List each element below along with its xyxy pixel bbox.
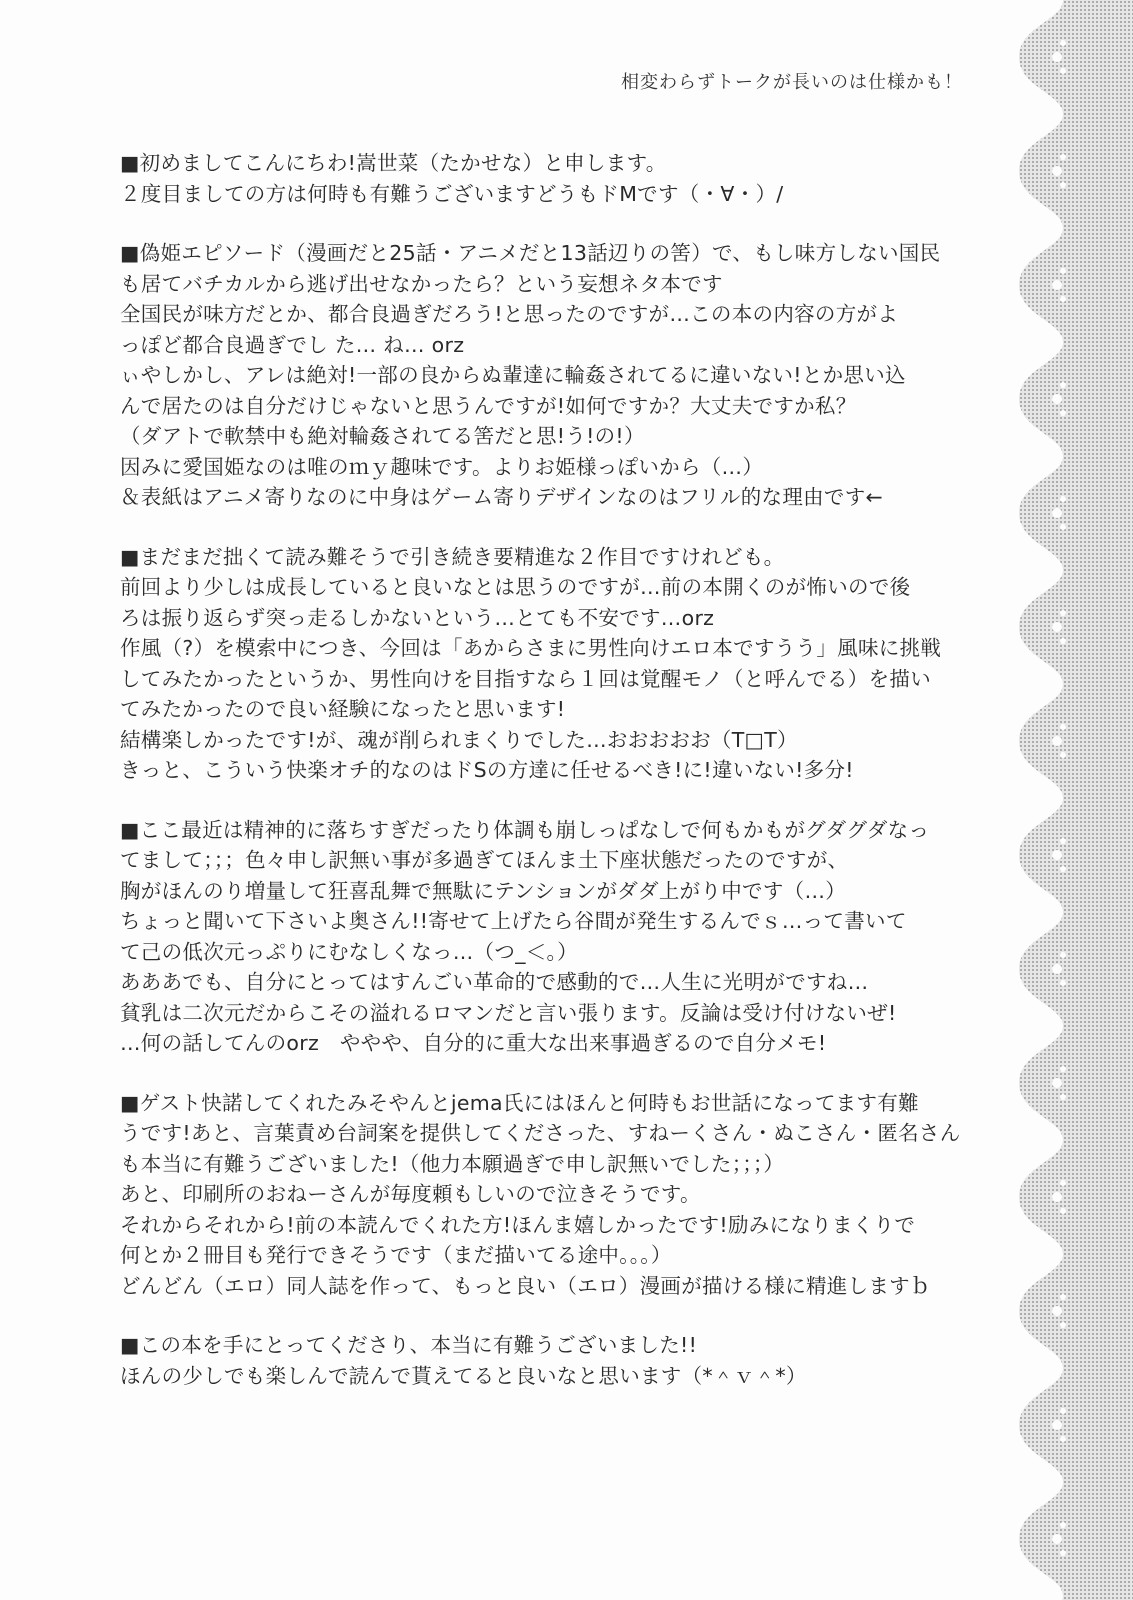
text-line: ＆表紙はアニメ寄りなのに中身はゲーム寄りデザインなのはフリル的な理由です← <box>120 485 883 509</box>
lace-hole <box>1060 154 1066 160</box>
lace-hole <box>1060 1180 1066 1186</box>
lace-hole <box>1060 182 1066 188</box>
lace-hole <box>1060 1094 1066 1100</box>
text-line: てみたかったので良い経験になったと思います! <box>120 697 566 721</box>
text-line: ほんの少しでも楽しんで読んで貰えてると良いなと思います（*＾ｖ＾*） <box>120 1363 807 1388</box>
lace-hole <box>1052 508 1062 518</box>
lace-hole <box>1052 1306 1062 1316</box>
text-line: ■ここ最近は精神的に落ちすぎだったり体調も崩しっぱなしで何もかもがグダグダなっ <box>120 817 930 842</box>
header-note: 相変わらずトークが長いのは仕様かも！ <box>621 72 963 93</box>
lace-hole <box>1060 752 1066 758</box>
text-line: 貧乳は二次元だからこその溢れるロマンだと言い張ります。反論は受け付けないぜ! <box>120 1000 897 1025</box>
text-line: それからそれから!前の本読んでくれた方!ほんま嬉しかったです!励みになりまくりで <box>120 1212 916 1237</box>
text-line: ちょっと聞いて下さいよ奥さん!!寄せて上げたら谷間が発生するんでｓ…って書いて <box>120 909 907 933</box>
lace-hole <box>1052 850 1062 860</box>
lace-hole <box>1060 524 1066 530</box>
text-line: ■ゲスト快諾してくれたみそやんとjema氏にはほんと何時もお世話になってます有難 <box>120 1090 919 1115</box>
lace-hole <box>1060 952 1066 958</box>
text-line: ２度目ましての方は何時も有難うございますどうもドMです（・∀・）/ <box>120 181 784 206</box>
lace-hole <box>1060 1322 1066 1328</box>
paragraph-recent <box>120 815 970 1059</box>
text-line: ■偽姫エピソード（漫画だと25話・アニメだと13話辺りの筈）で、もし味方しない国民 <box>120 241 941 265</box>
lace-hole <box>1052 1192 1062 1202</box>
text-line: うです!あと、言葉責め台詞案を提供してくださった、すねーくさん・ぬこさん・匿名さん <box>120 1121 961 1145</box>
lace-hole <box>1060 1436 1066 1442</box>
lace-hole <box>1052 280 1062 290</box>
text-line: してみたかったというか、男性向けを目指すなら１回は覚醒モノ（と呼んでる）を描い <box>120 666 931 691</box>
text-line: て己の低次元っぷりにむなしくなっ…（つ_＜。） <box>120 939 578 964</box>
paragraph-second-work <box>120 542 970 786</box>
lace-hole <box>1060 268 1066 274</box>
text-line: んで居たのは自分だけじゃないと思うんですが!如何ですか？大丈夫ですか私？ <box>120 393 857 418</box>
lace-hole <box>1052 52 1062 62</box>
text-line: ■初めましてこんにちわ!嵩世菜（たかせな）と申します。 <box>120 151 667 175</box>
lace-border-decoration <box>983 0 1133 1600</box>
afterword-body <box>120 148 970 1420</box>
lace-hole <box>1060 1066 1066 1072</box>
lace-hole <box>1052 1420 1062 1430</box>
lace-hole <box>1052 736 1062 746</box>
text-line: ■まだまだ拙くて読み難そうで引き続き要精進な２作目ですけれども。 <box>120 544 785 569</box>
text-line: （ダアトで軟禁中も絶対輪姦されてる筈だと思!う!の!） <box>120 424 645 448</box>
lace-hole <box>1060 980 1066 986</box>
text-line: きっと、こういう快楽オチ的なのはドSの方達に任せるべき!に!違いない!多分! <box>120 758 854 782</box>
lace-hole <box>1060 1522 1066 1528</box>
text-line: 胸がほんのり増量して狂喜乱舞で無駄にテンションがダダ上がり中です（…） <box>120 878 847 903</box>
lace-hole <box>1052 622 1062 632</box>
paragraph-closing <box>120 1330 970 1391</box>
text-line: 作風（?）を模索中につき、今回は「あからさまに男性向けエロ本ですうう」風味に挑戦 <box>120 636 942 660</box>
lace-hole <box>1060 638 1066 644</box>
text-line: ぃやしかし、アレは絶対!一部の良からぬ輩達に輪姦されてるに違いない!とか思い込 <box>120 363 906 387</box>
text-line: 前回より少しは成長していると良いなとは思うのですが…前の本開くのが怖いので後 <box>120 575 911 599</box>
text-line: 結構楽しかったです!が、魂が削られまくりでした…おおおおお（T□T） <box>120 727 798 752</box>
text-line: あああでも、自分にとってはすんごい革命的で感動的で…人生に光明がですね… <box>120 970 869 994</box>
text-line: も居てバチカルから逃げ出せなかったら？という妄想ネタ本です <box>120 271 723 296</box>
lace-hole <box>1052 394 1062 404</box>
text-line: ろは振り返らず突っ走るしかないという…とても不安です…orz <box>120 605 715 630</box>
paragraph-greeting <box>120 148 970 209</box>
paragraph-episode <box>120 238 970 513</box>
lace-hole <box>1060 610 1066 616</box>
lace-hole <box>1060 296 1066 302</box>
lace-hole <box>1060 496 1066 502</box>
lace-hole <box>1060 40 1066 46</box>
text-line: …何の話してんのorz ややや、自分的に重大な出来事過ぎるので自分メモ! <box>120 1031 827 1055</box>
lace-hole <box>1060 1550 1066 1556</box>
text-line: 因みに愛国姫なのは唯のｍｙ趣味です。よりお姫様っぽいから（…） <box>120 454 764 479</box>
text-line: っぽど都合良過ぎでし た… ね… orz <box>120 332 465 357</box>
text-line: 何とか２冊目も発行できそうです（まだ描いてる途中。。。） <box>120 1243 672 1267</box>
lace-hole <box>1060 1294 1066 1300</box>
text-line: ■この本を手にとってくださり、本当に有難うございました!! <box>120 1333 698 1357</box>
lace-hole <box>1060 1208 1066 1214</box>
lace-hole <box>1060 866 1066 872</box>
lace-hole <box>1060 410 1066 416</box>
paragraph-thanks <box>120 1088 970 1302</box>
text-line: あと、印刷所のおねーさんが毎度頼もしいので泣きそうです。 <box>120 1182 701 1206</box>
lace-hole <box>1060 724 1066 730</box>
text-line: 全国民が味方だとか、都合良過ぎだろう!と思ったのですが…この本の内容の方がよ <box>120 302 899 326</box>
text-line: も本当に有難うございました!（他力本願過ぎで申し訳無いでした；；；） <box>120 1151 785 1176</box>
lace-hole <box>1052 1078 1062 1088</box>
lace-hole <box>1060 68 1066 74</box>
lace-hole <box>1060 838 1066 844</box>
lace-hole <box>1060 382 1066 388</box>
text-line: どんどん（エロ）同人誌を作って、もっと良い（エロ）漫画が描ける様に精進しますｂ <box>120 1273 931 1298</box>
text-line: てまして；；；色々申し訳無い事が多過ぎてほんま土下座状態だったのですが、 <box>120 848 849 872</box>
lace-hole <box>1060 1408 1066 1414</box>
lace-hole <box>1052 964 1062 974</box>
lace-hole <box>1052 166 1062 176</box>
lace-hole <box>1052 1534 1062 1544</box>
